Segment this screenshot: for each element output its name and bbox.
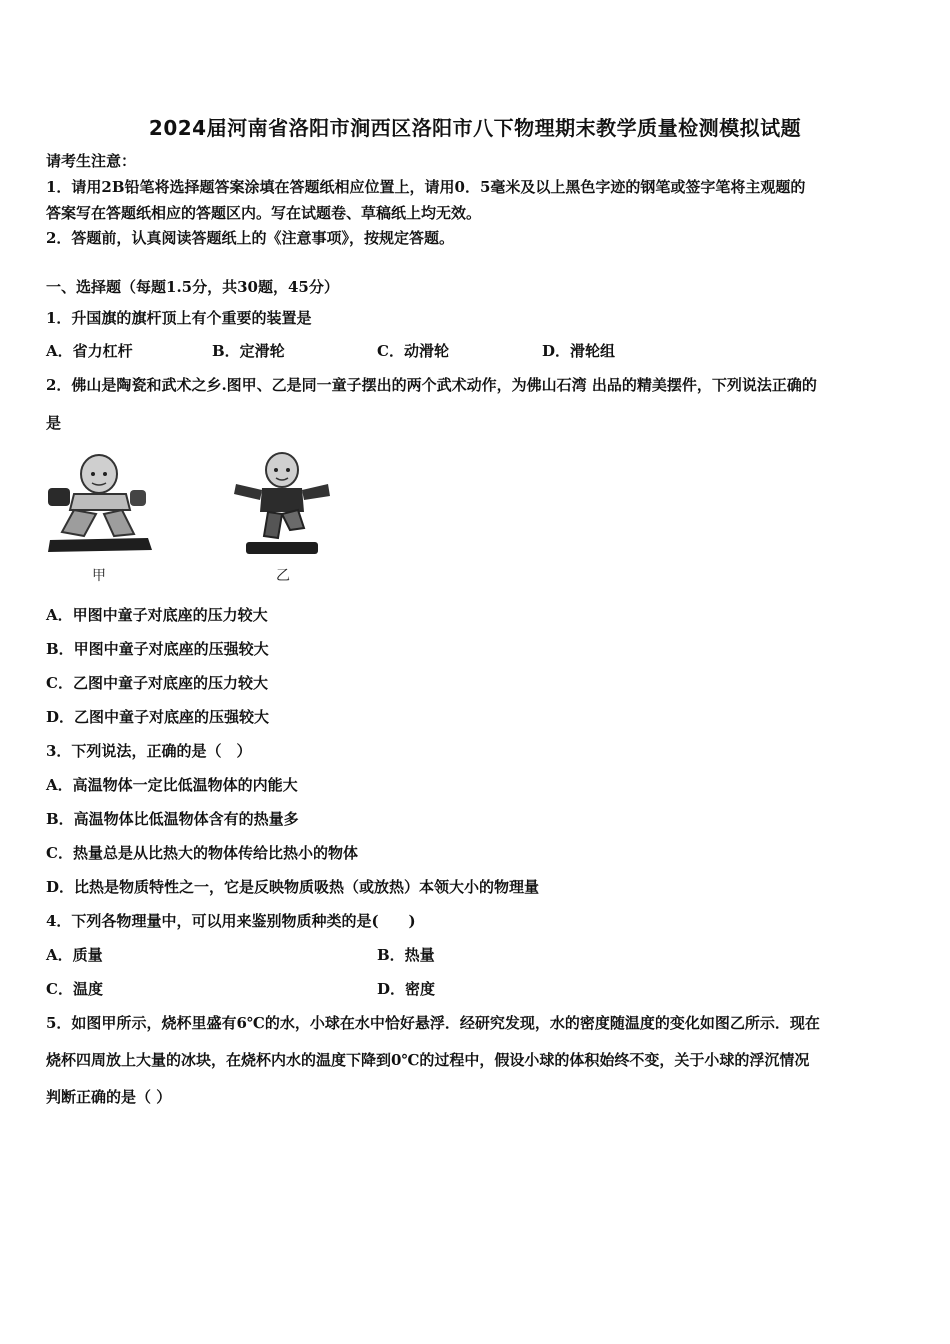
q3-option-b: B．高温物体比低温物体含有的热量多 — [46, 810, 299, 828]
section-heading: 一、选择题（每题1.5分，共30题，45分） — [46, 278, 339, 296]
figure-jia-label: 甲 — [92, 568, 106, 584]
q1-option-c: C．动滑轮 — [377, 342, 449, 360]
q1-option-d: D．滑轮组 — [542, 342, 616, 360]
figure-jia-boy-statue — [44, 452, 156, 562]
q2-option-b: B．甲图中童子对底座的压强较大 — [46, 640, 269, 658]
q3-option-d: D．比热是物质特性之一，它是反映物质吸热（或放热）本领大小的物理量 — [46, 878, 540, 896]
notice-heading: 请考生注意： — [46, 152, 137, 170]
q2-option-a: A．甲图中童子对底座的压力较大 — [46, 606, 268, 624]
q1-option-b: B．定滑轮 — [212, 342, 285, 360]
question-5-stem-cont: 烧杯四周放上大量的冰块，在烧杯内水的温度下降到0℃的过程中，假设小球的体积始终不变，关于小球的浮沉情况 — [46, 1051, 810, 1069]
q4-option-c: C．温度 — [46, 980, 103, 998]
notice-item: 1．请用2B铅笔将选择题答案涂填在答题纸相应位置上，请用0．5毫米及以上黑色字迹的钢笔或签字笔将主观题的 — [46, 178, 806, 196]
notice-item: 2．答题前，认真阅读答题纸上的《注意事项》，按规定答题。 — [46, 229, 454, 247]
q2-option-c: C．乙图中童子对底座的压力较大 — [46, 674, 268, 692]
q3-option-c: C．热量总是从比热大的物体传给比热小的物体 — [46, 844, 358, 862]
figure-yi-boy-statue — [228, 450, 336, 560]
q1-option-a: A．省力杠杆 — [46, 342, 133, 360]
figure-yi-label: 乙 — [276, 568, 290, 584]
q4-option-b: B．热量 — [377, 946, 435, 964]
question-2-stem: 2．佛山是陶瓷和武术之乡.图甲、乙是同一童子摆出的两个武术动作，为佛山石湾 出品的精美摆件，下列说法正确的 — [46, 376, 817, 394]
question-5-stem: 5．如图甲所示，烧杯里盛有6℃的水，小球在水中恰好悬浮．经研究发现，水的密度随温度的变化如图乙所示．现在 — [46, 1014, 820, 1032]
q4-option-d: D．密度 — [377, 980, 436, 998]
q2-option-d: D．乙图中童子对底座的压强较大 — [46, 708, 270, 726]
notice-item: 答案写在答题纸相应的答题区内。写在试题卷、草稿纸上均无效。 — [46, 204, 482, 222]
question-2-stem-cont: 是 — [46, 414, 62, 432]
question-4-stem: 4．下列各物理量中，可以用来鉴别物质种类的是( ) — [46, 912, 416, 930]
q4-option-a: A．质量 — [46, 946, 103, 964]
question-3-stem: 3．下列说法，正确的是（ ） — [46, 742, 252, 760]
question-5-stem-cont: 判断正确的是（ ） — [46, 1088, 172, 1106]
question-1-stem: 1．升国旗的旗杆顶上有个重要的装置是 — [46, 309, 312, 327]
q3-option-a: A．高温物体一定比低温物体的内能大 — [46, 776, 298, 794]
page-title: 2024届河南省洛阳市涧西区洛阳市八下物理期末教学质量检测模拟试题 — [148, 116, 802, 140]
